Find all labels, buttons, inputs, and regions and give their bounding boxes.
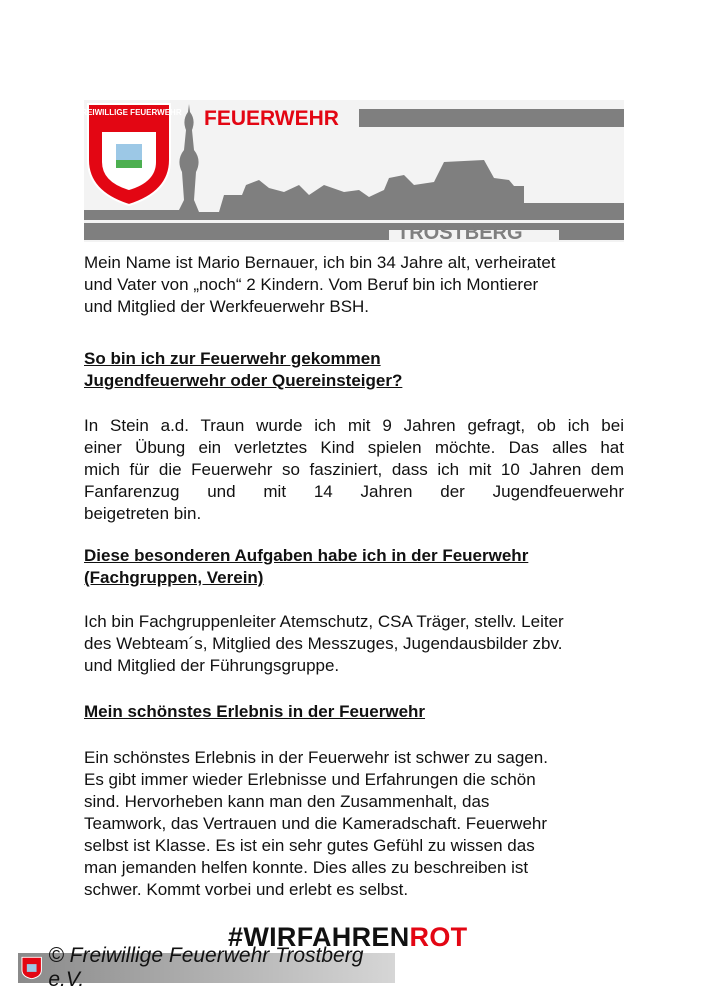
text-line: Ein schönstes Erlebnis in der Feuerwehr ist schwer zu sagen. (84, 748, 548, 767)
text-line: sind. Hervorheben kann man den Zusammenhalt, das (84, 792, 490, 811)
paragraph (84, 611, 624, 677)
text-line: und Mitglied der Führungsgruppe. (84, 656, 340, 675)
text-line: und Vater von „noch“ 2 Kindern. Vom Beruf bin ich Montierer (84, 275, 539, 294)
skyline-logo (84, 100, 624, 242)
hashtag-red: ROT (409, 922, 468, 952)
hashtag-black: #WIRFAHREN (228, 922, 410, 952)
text-line: Teamwork, das Vertrauen und die Kameradschaft. Feuerwehr (84, 814, 548, 833)
text-line: einer Übung ein verletztes Kind spielen möchte. Das alles hat (84, 438, 624, 457)
text-line: Mein Name ist Mario Bernauer, ich bin 34 Jahre alt, verheiratet (84, 253, 556, 272)
logo-title: FEUERWEHR (204, 107, 339, 130)
text-line: schwer. Kommt vorbei und erlebt es selbst. (84, 880, 409, 899)
text-line: des Webteam´s, Mitglied des Messzuges, Jugendausbilder zbv. (84, 634, 563, 653)
shield-text: FREIWILLIGE FEUERWEHR (84, 108, 182, 117)
feuerwehr-trostberg-banner (84, 100, 624, 242)
text-line: beigetreten bin. (84, 504, 202, 523)
paragraph (84, 252, 624, 318)
paragraph (84, 415, 624, 525)
text-line: Mein schönstes Erlebnis in der Feuerwehr (84, 702, 426, 721)
section-heading (84, 545, 624, 589)
shield-icon (21, 956, 42, 980)
logo-subtitle: TROSTBERG (397, 222, 523, 242)
text-line: Diese besonderen Aufgaben habe ich in der Feuerwehr (84, 546, 529, 565)
text-line: selbst ist Klasse. Es ist ein sehr gutes Gefühl zu wissen das (84, 836, 535, 855)
text-line: In Stein a.d. Traun wurde ich mit 9 Jahren gefragt, ob ich bei (84, 416, 624, 435)
text-line: Jugendfeuerwehr oder Quereinsteiger? (84, 371, 403, 390)
copyright-footer (18, 944, 395, 991)
copyright-text: © Freiwillige Feuerwehr Trostberg e.V. (48, 944, 364, 991)
section-heading (84, 701, 624, 723)
text-line: Fanfarenzug und mit 14 Jahren der Jugendfeuerwehr (84, 482, 624, 501)
text-line: So bin ich zur Feuerwehr gekommen (84, 349, 381, 368)
section-heading (84, 348, 624, 392)
paragraph (84, 747, 624, 901)
text-line: (Fachgruppen, Verein) (84, 568, 264, 587)
text-line: Ich bin Fachgruppenleiter Atemschutz, CSA Träger, stellv. Leiter (84, 612, 564, 631)
text-line: und Mitglied der Werkfeuerwehr BSH. (84, 297, 370, 316)
text-line: man jemanden helfen konnte. Dies alles zu beschreiben ist (84, 858, 529, 877)
text-line: Es gibt immer wieder Erlebnisse und Erfahrungen die schön (84, 770, 536, 789)
text-line: mich für die Feuerwehr so fasziniert, dass ich mit 10 Jahren dem (84, 460, 624, 479)
